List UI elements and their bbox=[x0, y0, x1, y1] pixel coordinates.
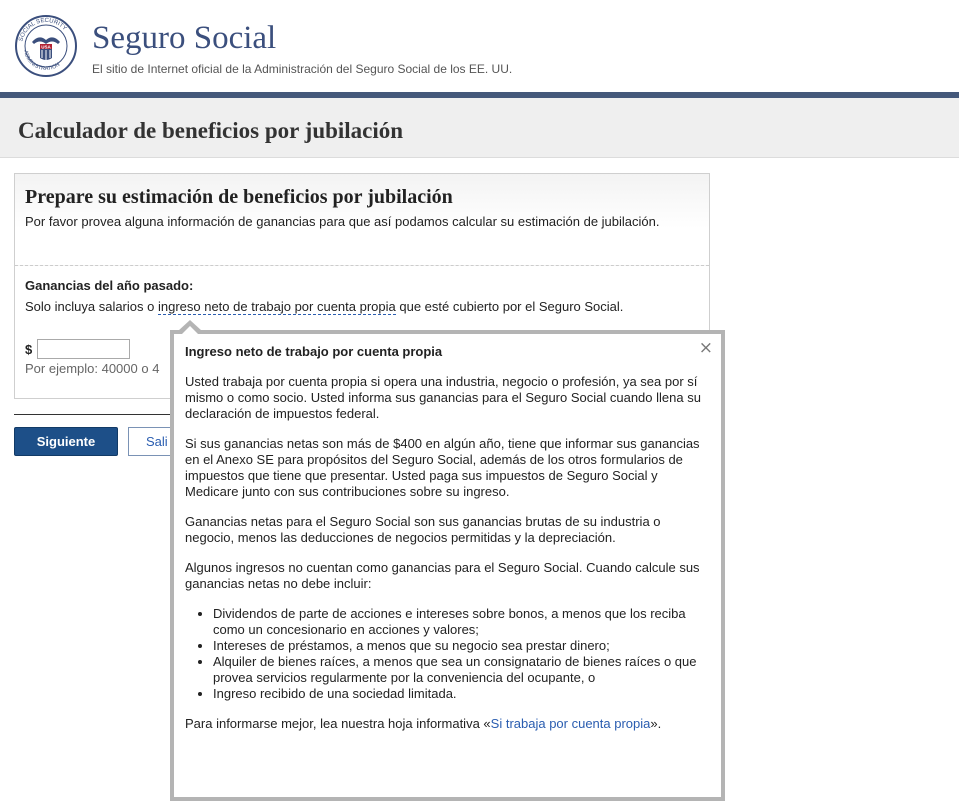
page-title: Calculador de beneficios por jubilación bbox=[18, 118, 404, 143]
ssa-seal-icon bbox=[14, 14, 78, 78]
help-text-after: que esté cubierto por el Seguro Social. bbox=[395, 299, 624, 314]
earnings-example: Por ejemplo: 40000 o 4 bbox=[25, 361, 160, 376]
exit-button[interactable]: Sali bbox=[128, 427, 208, 456]
list-item: • Intereses de préstamos, a menos que su negocio sea prestar dinero; bbox=[213, 638, 705, 654]
fact-sheet-link[interactable]: Si trabaja por cuenta propia bbox=[490, 716, 651, 731]
close-icon[interactable]: × bbox=[698, 338, 713, 358]
popup-body bbox=[185, 344, 705, 746]
popup-footer bbox=[185, 716, 705, 732]
popup-paragraph-2: Si sus ganancias netas son más de $400 en algún año, tiene que informar sus ganancias en el Anexo SE para propósitos del Seguro Social, además de los otros formularios de impuestos que tiene que presentar. Usted paga sus impuestos de Seguro Social y Medicare junto con sus contribuciones sobre su ingreso. bbox=[185, 436, 700, 499]
list-item: • Dividendos de parte de acciones e intereses sobre bonos, a menos que los reciba como un concesionario en acciones y valores; bbox=[213, 606, 705, 638]
card-title: Prepare su estimación de beneficios por jubilación bbox=[25, 186, 453, 208]
svg-text:ADMINISTRATION: ADMINISTRATION bbox=[22, 49, 62, 73]
popup-pointer-inner bbox=[182, 326, 198, 334]
site-title[interactable]: Seguro Social bbox=[92, 20, 277, 56]
page-title-band bbox=[0, 98, 959, 158]
card-intro: Por favor provea alguna información de ganancias para que así podamos calcular su estimación de jubilación. bbox=[25, 214, 660, 229]
popup-footer-before: Para informarse mejor, lea nuestra hoja informativa « bbox=[185, 716, 491, 731]
self-employment-term-link[interactable]: ingreso neto de trabajo por cuenta propia bbox=[157, 299, 396, 314]
excluded-income-list bbox=[213, 606, 705, 702]
popup-paragraph-1: Usted trabaja por cuenta propia si opera una industria, negocio o profesión, ya sea por sí mismo o como socio. Usted informa sus ganancias para el Seguro Social cuando llena su declaración de impuestos federal. bbox=[185, 374, 701, 421]
svg-text:USA: USA bbox=[41, 44, 51, 50]
earnings-amount-input[interactable] bbox=[37, 339, 130, 359]
popup-footer-after: ». bbox=[650, 716, 662, 731]
earnings-help-text bbox=[25, 297, 665, 316]
ssa-seal-logo[interactable] bbox=[14, 14, 78, 78]
currency-symbol: $ bbox=[25, 342, 33, 357]
popup-title: Ingreso neto de trabajo por cuenta propia bbox=[185, 344, 443, 359]
list-item: • Ingreso recibido de una sociedad limitada. bbox=[213, 686, 705, 702]
site-header bbox=[0, 0, 959, 92]
list-item: • Alquiler de bienes raíces, a menos que sea un consignatario de bienes raíces o que provea servicios regularmente por la conveniencia del ocupante, o bbox=[213, 654, 705, 686]
popup-paragraph-4: Algunos ingresos no cuentan como ganancias para el Seguro Social. Cuando calcule sus ganancias netas no debe incluir: bbox=[185, 560, 700, 591]
next-button[interactable]: Siguiente bbox=[14, 427, 118, 456]
card-header bbox=[15, 174, 709, 266]
definition-popup bbox=[170, 330, 725, 801]
earnings-label: Ganancias del año pasado: bbox=[25, 278, 194, 293]
popup-paragraph-3: Ganancias netas para el Seguro Social son sus ganancias brutas de su industria o negocio, menos las deducciones de negocios permitidas y la depreciación. bbox=[185, 514, 661, 545]
help-text-before: Solo incluya salarios o bbox=[25, 299, 158, 314]
site-subtitle: El sitio de Internet oficial de la Administración del Seguro Social de los EE. UU. bbox=[92, 62, 513, 76]
svg-text:SOCIAL SECURITY: SOCIAL SECURITY bbox=[18, 17, 68, 43]
